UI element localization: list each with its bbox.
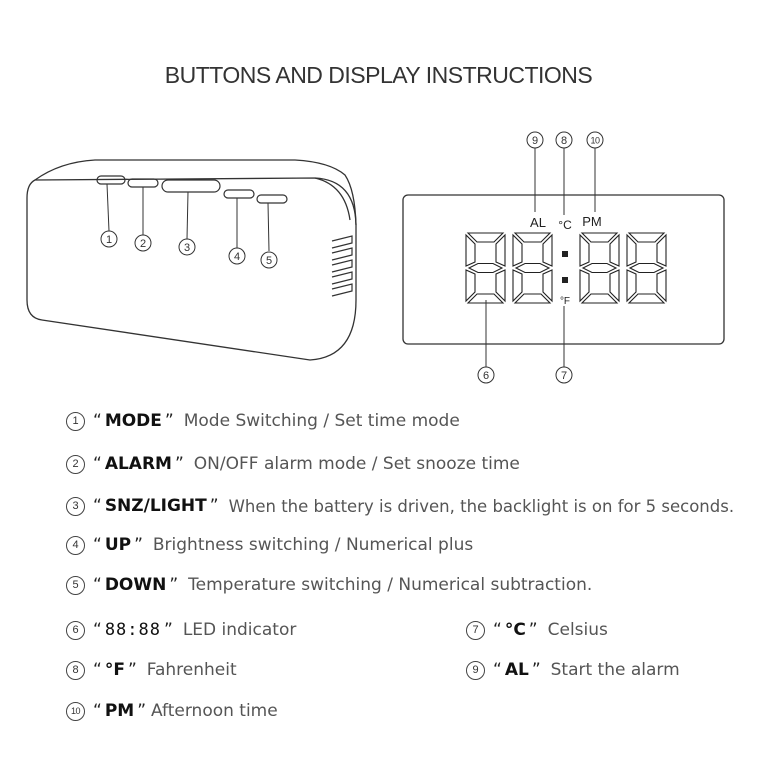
item-number: 8 xyxy=(66,661,85,680)
quote-close: ” xyxy=(528,620,538,640)
digit-1-segment-g xyxy=(469,264,502,273)
item-number: 4 xyxy=(66,536,85,555)
item-key: UP xyxy=(104,535,132,555)
list-item xyxy=(66,411,460,431)
digit-1-segment-f xyxy=(466,235,475,266)
item-description: Celsius xyxy=(547,620,608,640)
item-number: 9 xyxy=(466,661,485,680)
quote-open: “ xyxy=(493,660,502,680)
callout-4: 4 xyxy=(233,251,241,263)
callout-1: 1 xyxy=(105,234,113,246)
quote-close: ” xyxy=(209,496,219,516)
quote-open: “ xyxy=(93,496,102,516)
clock-body xyxy=(27,160,356,360)
digit-4-segment-f xyxy=(627,235,636,266)
page-title: BUTTONS AND DISPLAY INSTRUCTIONS xyxy=(164,62,593,88)
digit-2-segment-e xyxy=(513,270,522,301)
list-item xyxy=(66,496,734,516)
list-item xyxy=(66,701,278,721)
digit-3-segment-b xyxy=(610,235,619,266)
digit-2-segment-g xyxy=(516,264,549,273)
snz-light-button-shape xyxy=(162,180,220,192)
quote-close: ” xyxy=(174,454,184,474)
item-number: 6 xyxy=(66,621,85,640)
down-button-shape xyxy=(257,195,287,203)
digit-3-segment-d xyxy=(582,294,617,303)
quote-close: ” xyxy=(164,620,173,640)
quote-open: “ xyxy=(93,620,102,640)
callout-9: 9 xyxy=(531,135,539,147)
item-description: When the battery is driven, the backlight is on for 5 seconds. xyxy=(228,496,735,516)
quote-open: “ xyxy=(93,411,102,431)
quote-close: ” xyxy=(531,660,541,680)
digit-2-segment-a xyxy=(515,233,550,242)
digit-1-segment-a xyxy=(468,233,503,242)
digit-3-segment-e xyxy=(580,270,589,301)
callout-5: 5 xyxy=(265,255,273,267)
digit-4-segment-a xyxy=(629,233,664,242)
digit-4-segment-d xyxy=(629,294,664,303)
item-key: 88:88 xyxy=(104,620,161,640)
item-description: Fahrenheit xyxy=(146,660,237,680)
digit-1-segment-e xyxy=(466,270,475,301)
pm-indicator: PM xyxy=(582,214,602,229)
alarm-button-shape xyxy=(128,179,158,187)
digit-3-segment-a xyxy=(582,233,617,242)
item-description: Brightness switching / Numerical plus xyxy=(152,535,474,555)
callout-3: 3 xyxy=(183,242,191,254)
item-description: LED indicator xyxy=(182,620,297,640)
led-digits-88-88 xyxy=(466,233,666,303)
quote-close: ” xyxy=(127,660,137,680)
digit-2-segment-b xyxy=(543,235,552,266)
digit-3-segment-g xyxy=(583,264,616,273)
digit-4-segment-c xyxy=(657,270,666,301)
quote-open: “ xyxy=(93,454,102,474)
item-key: DOWN xyxy=(104,575,167,595)
digit-3-segment-f xyxy=(580,235,589,266)
quote-open: “ xyxy=(93,575,102,595)
digit-1-segment-b xyxy=(496,235,505,266)
item-number: 3 xyxy=(66,497,85,516)
list-item xyxy=(66,620,296,640)
callout-2: 2 xyxy=(139,238,147,250)
item-description: Mode Switching / Set time mode xyxy=(183,411,460,431)
digit-1-segment-c xyxy=(496,270,505,301)
item-description: Start the alarm xyxy=(550,660,680,680)
callout-8: 8 xyxy=(560,135,568,147)
item-description: Temperature switching / Numerical subtraction. xyxy=(188,575,593,595)
list-item xyxy=(66,535,473,555)
fahrenheit-indicator: °F xyxy=(559,296,571,307)
item-number: 1 xyxy=(66,412,85,431)
item-key: AL xyxy=(504,660,529,680)
up-button-shape xyxy=(224,190,254,198)
item-key: SNZ/LIGHT xyxy=(104,496,207,516)
item-description: Afternoon time xyxy=(151,701,278,721)
digit-3-segment-c xyxy=(610,270,619,301)
list-item xyxy=(466,660,680,680)
callout-10: 10 xyxy=(590,135,600,146)
item-number: 7 xyxy=(466,621,485,640)
quote-close: ” xyxy=(137,701,147,721)
item-number: 5 xyxy=(66,576,85,595)
list-item xyxy=(66,660,237,680)
item-key: MODE xyxy=(104,411,162,431)
digit-4-segment-g xyxy=(630,264,663,273)
callout-6: 6 xyxy=(482,370,490,382)
digit-2-segment-d xyxy=(515,294,550,303)
item-key: ALARM xyxy=(104,454,172,474)
top-buttons xyxy=(97,176,287,203)
list-item xyxy=(466,620,608,640)
item-number: 2 xyxy=(66,455,85,474)
quote-open: “ xyxy=(93,660,102,680)
digit-2-segment-f xyxy=(513,235,522,266)
item-key: PM xyxy=(104,701,135,721)
al-indicator: AL xyxy=(530,215,546,230)
quote-open: “ xyxy=(493,620,502,640)
quote-close: ” xyxy=(164,411,174,431)
quote-close: ” xyxy=(134,535,143,555)
digit-4-segment-b xyxy=(657,235,666,266)
list-item xyxy=(66,575,592,595)
display-bottom-callouts xyxy=(478,300,572,383)
side-vents xyxy=(332,236,352,296)
item-key: °C xyxy=(504,620,526,640)
list-item xyxy=(66,454,520,474)
digit-colon xyxy=(562,251,568,283)
callout-7: 7 xyxy=(560,370,568,382)
quote-open: “ xyxy=(93,701,102,721)
item-description: ON/OFF alarm mode / Set snooze time xyxy=(193,454,520,474)
quote-open: “ xyxy=(93,535,102,555)
celsius-indicator: °C xyxy=(558,218,572,232)
digit-2-segment-c xyxy=(543,270,552,301)
item-key: °F xyxy=(104,660,125,680)
item-number: 10 xyxy=(66,702,85,721)
quote-close: ” xyxy=(169,575,179,595)
digit-4-segment-e xyxy=(627,270,636,301)
